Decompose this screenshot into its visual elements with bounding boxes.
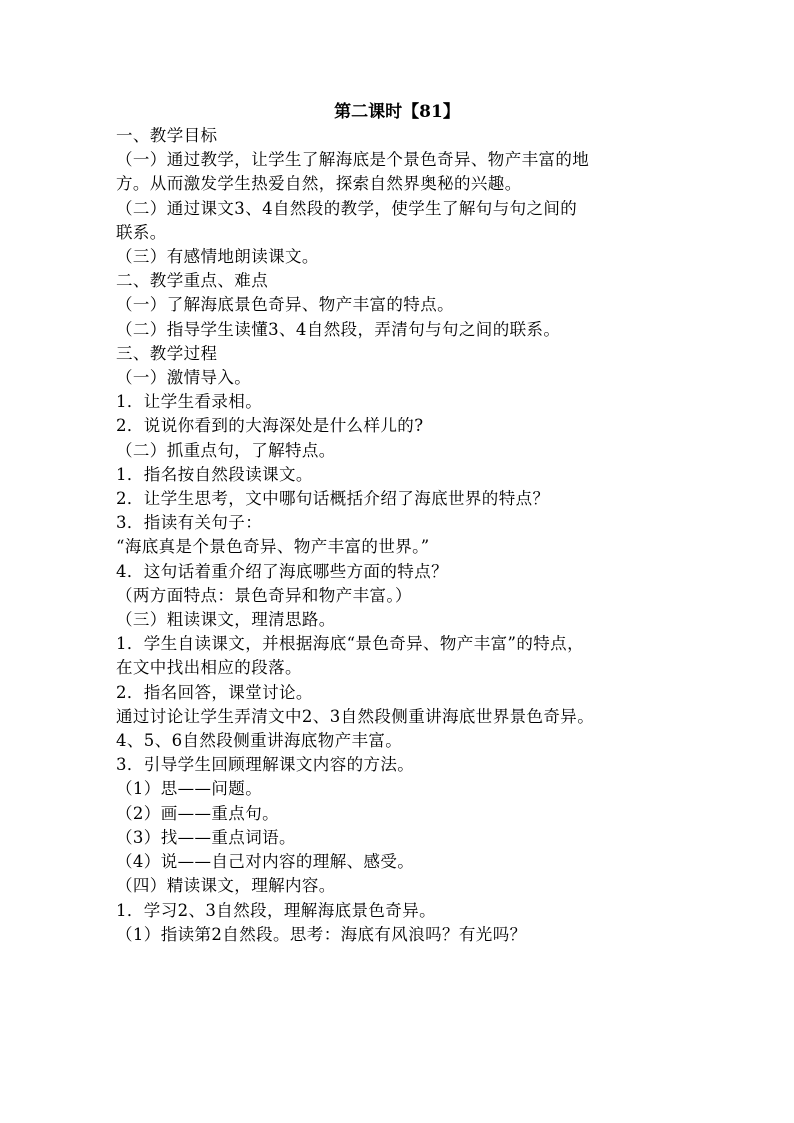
- text-line: 2．指名回答，课堂讨论。: [116, 682, 313, 702]
- text-line: （两方面特点：景色奇异和物产丰富。）: [116, 585, 412, 605]
- text-line: 2．让学生思考，文中哪句话概括介绍了海底世界的特点？: [116, 489, 550, 509]
- text-line: 方。从而激发学生热爱自然，探索自然界奥秘的兴趣。: [116, 174, 522, 194]
- text-line: （二）抓重点句，了解特点。: [116, 440, 336, 460]
- text-line: 4．这句话着重介绍了海底哪些方面的特点？: [116, 561, 448, 581]
- text-line: “海底真是个景色奇异、物产丰富的世界。”: [116, 537, 430, 557]
- text-line: （三）粗读课文，理清思路。: [116, 610, 336, 630]
- text-line: （二）通过课文3、4自然段的教学，使学生了解句与句之间的: [116, 198, 578, 218]
- text-line: 一、教学目标: [116, 126, 218, 145]
- text-line: 1．指名按自然段读课文。: [116, 464, 313, 484]
- text-line: 1．学习2、3自然段，理解海底景色奇异。: [116, 900, 436, 920]
- text-line: 1．学生自读课文，并根据海底“景色奇异、物产丰富”的特点，: [116, 634, 584, 654]
- text-line: 通过讨论让学生弄清文中2、3自然段侧重讲海底世界景色奇异。: [116, 706, 595, 726]
- lesson-title: 第二课时【81】: [334, 102, 460, 122]
- text-line: （1）思——问题。: [116, 779, 263, 799]
- text-line: 2．说说你看到的大海深处是什么样儿的?: [116, 416, 424, 436]
- text-line: 1．让学生看录相。: [116, 392, 263, 412]
- text-line: （3）找——重点词语。: [116, 827, 296, 847]
- lesson-body: [116, 124, 686, 947]
- text-line: （1）指读第2自然段。思考：海底有风浪吗？有光吗？: [116, 924, 527, 944]
- text-line: 3．引导学生回顾理解课文内容的方法。: [116, 755, 415, 775]
- text-line: （四）精读课文，理解内容。: [116, 876, 336, 896]
- text-line: （4）说——自己对内容的理解、感受。: [116, 852, 415, 872]
- text-line: 三、教学过程: [116, 343, 218, 363]
- text-line: 3．指读有关句子：: [116, 513, 263, 533]
- text-line: （二）指导学生读懂3、4自然段，弄清句与句之间的联系。: [116, 319, 561, 339]
- text-line: 4、5、6自然段侧重讲海底物产丰富。: [116, 731, 403, 751]
- text-line: 联系。: [116, 222, 167, 242]
- text-line: （一）了解海底景色奇异、物产丰富的特点。: [116, 295, 454, 315]
- text-line: 二、教学重点、难点: [116, 271, 269, 291]
- text-line: （一）通过教学，让学生了解海底是个景色奇异、物产丰富的地: [116, 150, 590, 170]
- text-line: （三）有感情地朗读课文。: [116, 247, 319, 267]
- text-line: 在文中找出相应的段落。: [116, 658, 302, 678]
- text-line: （2）画——重点句。: [116, 803, 279, 823]
- text-line: （一）激情导入。: [116, 368, 252, 388]
